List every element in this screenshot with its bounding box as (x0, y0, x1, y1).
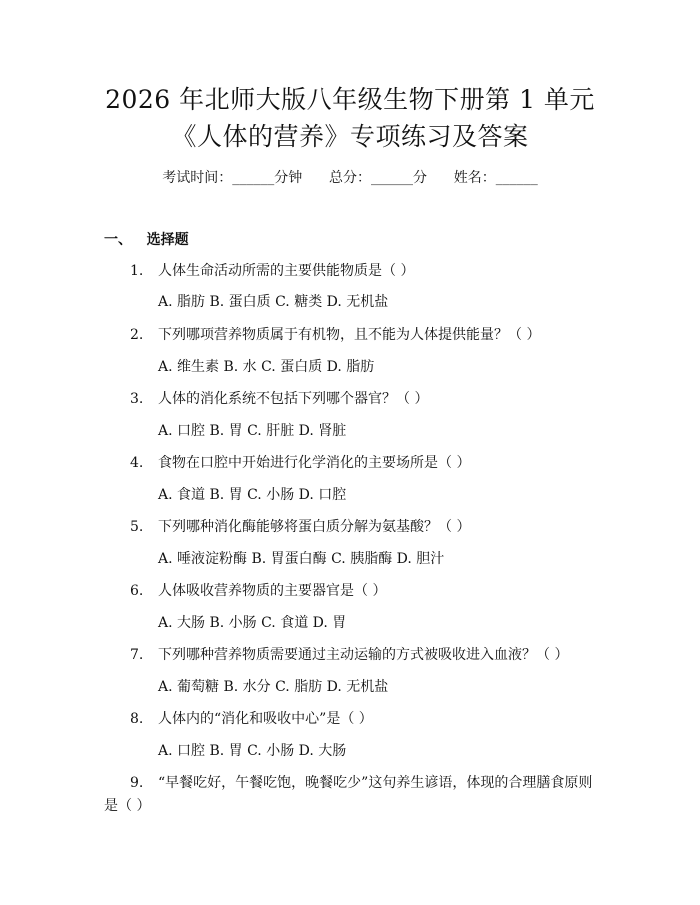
question-7 (130, 645, 568, 665)
question-9-continuation: 是（ ） (104, 798, 151, 814)
question-text: 人体内的“消化和吸收中心”是（ ） (158, 711, 373, 727)
question-6 (130, 581, 386, 601)
document-title-line2: 《人体的营养》专项练习及答案 (171, 122, 529, 151)
question-number: 9. (130, 775, 144, 791)
section-heading: 一、 选择题 (104, 232, 189, 248)
question-5 (130, 517, 470, 537)
question-2-options: A. 维生素 B. 水 C. 蛋白质 D. 脂肪 (158, 359, 375, 375)
question-number: 2. (130, 327, 144, 343)
question-text: 人体吸收营养物质的主要器官是（ ） (158, 583, 387, 599)
question-5-options: A. 唾液淀粉酶 B. 胃蛋白酶 C. 胰脂酶 D. 胆汁 (158, 551, 445, 567)
question-number: 6. (130, 583, 144, 599)
question-number: 7. (130, 647, 144, 663)
document-title-line1: 2026 年北师大版八年级生物下册第 1 单元 (105, 85, 595, 114)
question-number: 1. (130, 263, 144, 279)
question-text: 食物在口腔中开始进行化学消化的主要场所是（ ） (158, 455, 471, 471)
question-4-options: A. 食道 B. 胃 C. 小肠 D. 口腔 (158, 487, 347, 503)
question-1 (130, 261, 414, 281)
question-3 (130, 389, 428, 409)
question-7-options: A. 葡萄糖 B. 水分 C. 脂肪 D. 无机盐 (158, 679, 389, 695)
question-4 (130, 453, 470, 473)
question-text: “早餐吃好，午餐吃饱，晚餐吃少”这句养生谚语，体现的合理膳食原则 (158, 775, 593, 791)
question-3-options: A. 口腔 B. 胃 C. 肝脏 D. 肾脏 (158, 423, 347, 439)
question-text: 下列哪种营养物质需要通过主动运输的方式被吸收进入血液？（ ） (158, 647, 569, 663)
question-9 (130, 773, 592, 793)
question-text: 人体的消化系统不包括下列哪个器官？（ ） (158, 391, 429, 407)
question-text: 人体生命活动所需的主要供能物质是（ ） (158, 263, 415, 279)
question-number: 4. (130, 455, 144, 471)
question-number: 3. (130, 391, 144, 407)
exam-meta-line: 考试时间：______分钟 总分：______分 姓名：______ (162, 170, 538, 186)
question-number: 8. (130, 711, 144, 727)
question-text: 下列哪项营养物质属于有机物，且不能为人体提供能量？（ ） (158, 327, 541, 343)
question-text: 下列哪种消化酶能够将蛋白质分解为氨基酸？（ ） (158, 519, 471, 535)
question-2 (130, 325, 540, 345)
question-number: 5. (130, 519, 144, 535)
question-8 (130, 709, 373, 729)
question-6-options: A. 大肠 B. 小肠 C. 食道 D. 胃 (158, 615, 347, 631)
question-1-options: A. 脂肪 B. 蛋白质 C. 糖类 D. 无机盐 (158, 294, 389, 310)
question-8-options: A. 口腔 B. 胃 C. 小肠 D. 大肠 (158, 743, 347, 759)
